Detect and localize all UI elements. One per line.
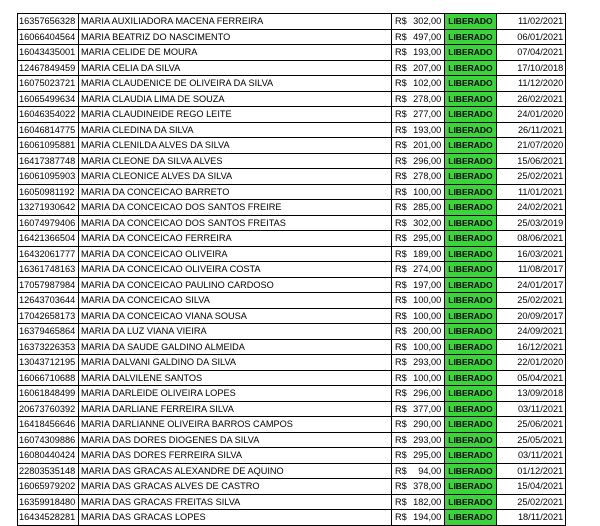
name-cell[interactable]: MARIA BEATRIZ DO NASCIMENTO — [79, 29, 392, 45]
date-cell[interactable]: 25/02/2021 — [497, 494, 566, 510]
currency-cell[interactable]: R$ — [392, 76, 407, 92]
status-cell[interactable]: LIBERADO — [445, 60, 497, 76]
status-cell[interactable]: LIBERADO — [445, 355, 497, 371]
name-cell[interactable]: MARIA CLAUDENICE DE OLIVEIRA DA SILVA — [79, 76, 392, 92]
name-cell[interactable]: MARIA DALVILENE SANTOS — [79, 370, 392, 386]
table-row[interactable] — [18, 339, 566, 355]
currency-cell[interactable]: R$ — [392, 169, 407, 185]
date-cell[interactable]: 08/06/2021 — [497, 231, 566, 247]
id-cell[interactable]: 16418456646 — [18, 417, 79, 433]
id-cell[interactable]: 16046354022 — [18, 107, 79, 123]
value-cell[interactable]: 295,00 — [407, 231, 445, 247]
currency-cell[interactable]: R$ — [392, 29, 407, 45]
status-cell[interactable]: LIBERADO — [445, 215, 497, 231]
date-cell[interactable]: 25/06/2021 — [497, 417, 566, 433]
name-cell[interactable]: MARIA DAS DORES DIOGENES DA SILVA — [79, 432, 392, 448]
table-row[interactable] — [18, 169, 566, 185]
name-cell[interactable]: MARIA DA CONCEICAO SILVA — [79, 293, 392, 309]
currency-cell[interactable]: R$ — [392, 138, 407, 154]
table-row[interactable] — [18, 184, 566, 200]
name-cell[interactable]: MARIA DA LUZ VIANA VIEIRA — [79, 324, 392, 340]
status-cell[interactable]: LIBERADO — [445, 231, 497, 247]
status-cell[interactable]: LIBERADO — [445, 91, 497, 107]
status-cell[interactable]: LIBERADO — [445, 417, 497, 433]
id-cell[interactable]: 12467849459 — [18, 60, 79, 76]
table-row[interactable] — [18, 401, 566, 417]
name-cell[interactable]: MARIA DALVANI GALDINO DA SILVA — [79, 355, 392, 371]
status-cell[interactable]: LIBERADO — [445, 401, 497, 417]
currency-cell[interactable]: R$ — [392, 463, 407, 479]
id-cell[interactable]: 16065979202 — [18, 479, 79, 495]
value-cell[interactable]: 295,00 — [407, 448, 445, 464]
id-cell[interactable]: 16080440424 — [18, 448, 79, 464]
table-row[interactable] — [18, 215, 566, 231]
name-cell[interactable]: MARIA DA SAUDE GALDINO ALMEIDA — [79, 339, 392, 355]
value-cell[interactable]: 100,00 — [407, 339, 445, 355]
id-cell[interactable]: 16061095903 — [18, 169, 79, 185]
id-cell[interactable]: 16361748163 — [18, 262, 79, 278]
value-cell[interactable]: 193,00 — [407, 122, 445, 138]
id-cell[interactable]: 13271930642 — [18, 200, 79, 216]
table-row[interactable] — [18, 138, 566, 154]
id-cell[interactable]: 16046814775 — [18, 122, 79, 138]
id-cell[interactable]: 16065499634 — [18, 91, 79, 107]
id-cell[interactable]: 16421366504 — [18, 231, 79, 247]
table-row[interactable] — [18, 510, 566, 526]
value-cell[interactable]: 302,00 — [407, 215, 445, 231]
table-row[interactable] — [18, 293, 566, 309]
date-cell[interactable]: 24/09/2021 — [497, 324, 566, 340]
status-cell[interactable]: LIBERADO — [445, 324, 497, 340]
status-cell[interactable]: LIBERADO — [445, 479, 497, 495]
id-cell[interactable]: 16379465864 — [18, 324, 79, 340]
status-cell[interactable]: LIBERADO — [445, 184, 497, 200]
currency-cell[interactable]: R$ — [392, 246, 407, 262]
status-cell[interactable]: LIBERADO — [445, 107, 497, 123]
table-row[interactable] — [18, 494, 566, 510]
date-cell[interactable]: 03/11/2021 — [497, 401, 566, 417]
table-row[interactable] — [18, 14, 566, 30]
date-cell[interactable]: 21/07/2020 — [497, 138, 566, 154]
date-cell[interactable]: 07/04/2021 — [497, 45, 566, 61]
value-cell[interactable]: 302,00 — [407, 14, 445, 30]
status-cell[interactable]: LIBERADO — [445, 370, 497, 386]
date-cell[interactable]: 25/02/2021 — [497, 293, 566, 309]
date-cell[interactable]: 20/09/2017 — [497, 308, 566, 324]
table-row[interactable] — [18, 432, 566, 448]
id-cell[interactable]: 16066404564 — [18, 29, 79, 45]
currency-cell[interactable]: R$ — [392, 401, 407, 417]
date-cell[interactable]: 16/12/2021 — [497, 339, 566, 355]
currency-cell[interactable]: R$ — [392, 262, 407, 278]
name-cell[interactable]: MARIA DARLIANE FERREIRA SILVA — [79, 401, 392, 417]
name-cell[interactable]: MARIA DAS GRACAS LOPES — [79, 510, 392, 526]
id-cell[interactable]: 17042658173 — [18, 308, 79, 324]
currency-cell[interactable]: R$ — [392, 293, 407, 309]
name-cell[interactable]: MARIA DA CONCEICAO DOS SANTOS FREITAS — [79, 215, 392, 231]
table-row[interactable] — [18, 386, 566, 402]
value-cell[interactable]: 293,00 — [407, 432, 445, 448]
status-cell[interactable]: LIBERADO — [445, 463, 497, 479]
currency-cell[interactable]: R$ — [392, 448, 407, 464]
date-cell[interactable]: 15/04/2021 — [497, 479, 566, 495]
name-cell[interactable]: MARIA CLENILDA ALVES DA SILVA — [79, 138, 392, 154]
id-cell[interactable]: 16061848499 — [18, 386, 79, 402]
status-cell[interactable]: LIBERADO — [445, 308, 497, 324]
table-row[interactable] — [18, 370, 566, 386]
value-cell[interactable]: 296,00 — [407, 153, 445, 169]
value-cell[interactable]: 193,00 — [407, 45, 445, 61]
date-cell[interactable]: 26/02/2021 — [497, 91, 566, 107]
date-cell[interactable]: 25/03/2019 — [497, 215, 566, 231]
name-cell[interactable]: MARIA DA CONCEICAO FERREIRA — [79, 231, 392, 247]
name-cell[interactable]: MARIA CLEONICE ALVES DA SILVA — [79, 169, 392, 185]
currency-cell[interactable]: R$ — [392, 14, 407, 30]
name-cell[interactable]: MARIA CLAUDIA LIMA DE SOUZA — [79, 91, 392, 107]
currency-cell[interactable]: R$ — [392, 122, 407, 138]
table-row[interactable] — [18, 246, 566, 262]
status-cell[interactable]: LIBERADO — [445, 200, 497, 216]
table-row[interactable] — [18, 355, 566, 371]
name-cell[interactable]: MARIA CLAUDINEIDE REGO LEITE — [79, 107, 392, 123]
currency-cell[interactable]: R$ — [392, 355, 407, 371]
name-cell[interactable]: MARIA DARLIANNE OLIVEIRA BARROS CAMPOS — [79, 417, 392, 433]
date-cell[interactable]: 17/10/2018 — [497, 60, 566, 76]
value-cell[interactable]: 194,00 — [407, 510, 445, 526]
value-cell[interactable]: 277,00 — [407, 107, 445, 123]
spreadsheet — [17, 13, 566, 526]
table-row[interactable] — [18, 479, 566, 495]
id-cell[interactable]: 20673760392 — [18, 401, 79, 417]
currency-cell[interactable]: R$ — [392, 45, 407, 61]
table-row[interactable] — [18, 153, 566, 169]
value-cell[interactable]: 100,00 — [407, 308, 445, 324]
value-cell[interactable]: 285,00 — [407, 200, 445, 216]
name-cell[interactable]: MARIA DA CONCEICAO OLIVEIRA COSTA — [79, 262, 392, 278]
value-cell[interactable]: 94,00 — [407, 463, 445, 479]
value-cell[interactable]: 189,00 — [407, 246, 445, 262]
value-cell[interactable]: 293,00 — [407, 355, 445, 371]
id-cell[interactable]: 16043435001 — [18, 45, 79, 61]
table-row[interactable] — [18, 262, 566, 278]
currency-cell[interactable]: R$ — [392, 432, 407, 448]
status-cell[interactable]: LIBERADO — [445, 153, 497, 169]
table-row[interactable] — [18, 122, 566, 138]
value-cell[interactable]: 278,00 — [407, 91, 445, 107]
id-cell[interactable]: 13043712195 — [18, 355, 79, 371]
value-cell[interactable]: 100,00 — [407, 184, 445, 200]
currency-cell[interactable]: R$ — [392, 153, 407, 169]
status-cell[interactable]: LIBERADO — [445, 277, 497, 293]
table-row[interactable] — [18, 231, 566, 247]
name-cell[interactable]: MARIA DAS GRACAS FREITAS SILVA — [79, 494, 392, 510]
table-row[interactable] — [18, 308, 566, 324]
table-row[interactable] — [18, 29, 566, 45]
name-cell[interactable]: MARIA AUXILIADORA MACENA FERREIRA — [79, 14, 392, 30]
status-cell[interactable]: LIBERADO — [445, 293, 497, 309]
table-row[interactable] — [18, 448, 566, 464]
date-cell[interactable]: 03/11/2021 — [497, 448, 566, 464]
value-cell[interactable]: 200,00 — [407, 324, 445, 340]
table-row[interactable] — [18, 45, 566, 61]
value-cell[interactable]: 100,00 — [407, 370, 445, 386]
value-cell[interactable]: 497,00 — [407, 29, 445, 45]
table-row[interactable] — [18, 200, 566, 216]
name-cell[interactable]: MARIA DAS DORES FERREIRA SILVA — [79, 448, 392, 464]
value-cell[interactable]: 197,00 — [407, 277, 445, 293]
value-cell[interactable]: 377,00 — [407, 401, 445, 417]
name-cell[interactable]: MARIA DA CONCEICAO BARRETO — [79, 184, 392, 200]
beneficiary-table — [17, 13, 566, 526]
name-cell[interactable]: MARIA CLEDINA DA SILVA — [79, 122, 392, 138]
id-cell[interactable]: 12643703644 — [18, 293, 79, 309]
name-cell[interactable]: MARIA DA CONCEICAO PAULINO CARDOSO — [79, 277, 392, 293]
value-cell[interactable]: 278,00 — [407, 169, 445, 185]
currency-cell[interactable]: R$ — [392, 107, 407, 123]
value-cell[interactable]: 290,00 — [407, 417, 445, 433]
id-cell[interactable]: 16359918480 — [18, 494, 79, 510]
value-cell[interactable]: 102,00 — [407, 76, 445, 92]
status-cell[interactable]: LIBERADO — [445, 246, 497, 262]
status-cell[interactable]: LIBERADO — [445, 122, 497, 138]
status-cell[interactable]: LIBERADO — [445, 448, 497, 464]
id-cell[interactable]: 16050981192 — [18, 184, 79, 200]
status-cell[interactable]: LIBERADO — [445, 29, 497, 45]
status-cell[interactable]: LIBERADO — [445, 76, 497, 92]
date-cell[interactable]: 26/11/2021 — [497, 122, 566, 138]
id-cell[interactable]: 16434528281 — [18, 510, 79, 526]
currency-cell[interactable]: R$ — [392, 510, 407, 526]
status-cell[interactable]: LIBERADO — [445, 138, 497, 154]
status-cell[interactable]: LIBERADO — [445, 432, 497, 448]
table-row[interactable] — [18, 417, 566, 433]
table-row[interactable] — [18, 91, 566, 107]
name-cell[interactable]: MARIA DARLEIDE OLIVEIRA LOPES — [79, 386, 392, 402]
id-cell[interactable]: 22803535148 — [18, 463, 79, 479]
id-cell[interactable]: 16061095881 — [18, 138, 79, 154]
status-cell[interactable]: LIBERADO — [445, 339, 497, 355]
date-cell[interactable]: 24/01/2020 — [497, 107, 566, 123]
currency-cell[interactable]: R$ — [392, 200, 407, 216]
id-cell[interactable]: 16417387748 — [18, 153, 79, 169]
status-cell[interactable]: LIBERADO — [445, 262, 497, 278]
table-row[interactable] — [18, 463, 566, 479]
date-cell[interactable]: 24/02/2021 — [497, 200, 566, 216]
currency-cell[interactable]: R$ — [392, 370, 407, 386]
currency-cell[interactable]: R$ — [392, 324, 407, 340]
date-cell[interactable]: 16/03/2021 — [497, 246, 566, 262]
currency-cell[interactable]: R$ — [392, 60, 407, 76]
id-cell[interactable]: 16075023721 — [18, 76, 79, 92]
date-cell[interactable]: 01/12/2021 — [497, 463, 566, 479]
currency-cell[interactable]: R$ — [392, 417, 407, 433]
status-cell[interactable]: LIBERADO — [445, 386, 497, 402]
date-cell[interactable]: 24/01/2017 — [497, 277, 566, 293]
value-cell[interactable]: 182,00 — [407, 494, 445, 510]
date-cell[interactable]: 22/01/2020 — [497, 355, 566, 371]
table-body — [18, 14, 566, 526]
id-cell[interactable]: 17057987984 — [18, 277, 79, 293]
name-cell[interactable]: MARIA DA CONCEICAO DOS SANTOS FREIRE — [79, 200, 392, 216]
currency-cell[interactable]: R$ — [392, 308, 407, 324]
name-cell[interactable]: MARIA DA CONCEICAO OLIVEIRA — [79, 246, 392, 262]
status-cell[interactable]: LIBERADO — [445, 45, 497, 61]
currency-cell[interactable]: R$ — [392, 215, 407, 231]
value-cell[interactable]: 207,00 — [407, 60, 445, 76]
table-row[interactable] — [18, 277, 566, 293]
value-cell[interactable]: 378,00 — [407, 479, 445, 495]
value-cell[interactable]: 201,00 — [407, 138, 445, 154]
id-cell[interactable]: 16373226353 — [18, 339, 79, 355]
date-cell[interactable]: 11/08/2017 — [497, 262, 566, 278]
date-cell[interactable]: 11/02/2021 — [497, 14, 566, 30]
date-cell[interactable]: 15/06/2021 — [497, 153, 566, 169]
currency-cell[interactable]: R$ — [392, 386, 407, 402]
status-cell[interactable]: LIBERADO — [445, 494, 497, 510]
date-cell[interactable]: 11/01/2021 — [497, 184, 566, 200]
status-cell[interactable]: LIBERADO — [445, 14, 497, 30]
id-cell[interactable]: 16074309886 — [18, 432, 79, 448]
status-cell[interactable]: LIBERADO — [445, 169, 497, 185]
date-cell[interactable]: 25/05/2021 — [497, 432, 566, 448]
date-cell[interactable]: 13/09/2018 — [497, 386, 566, 402]
table-row[interactable] — [18, 76, 566, 92]
value-cell[interactable]: 296,00 — [407, 386, 445, 402]
value-cell[interactable]: 100,00 — [407, 293, 445, 309]
name-cell[interactable]: MARIA DA CONCEICAO VIANA SOUSA — [79, 308, 392, 324]
id-cell[interactable]: 16432061777 — [18, 246, 79, 262]
value-cell[interactable]: 274,00 — [407, 262, 445, 278]
date-cell[interactable]: 11/12/2020 — [497, 76, 566, 92]
status-cell[interactable]: LIBERADO — [445, 510, 497, 526]
name-cell[interactable]: MARIA CELIA DA SILVA — [79, 60, 392, 76]
currency-cell[interactable]: R$ — [392, 91, 407, 107]
currency-cell[interactable]: R$ — [392, 184, 407, 200]
id-cell[interactable]: 16357656328 — [18, 14, 79, 30]
currency-cell[interactable]: R$ — [392, 231, 407, 247]
table-row[interactable] — [18, 324, 566, 340]
id-cell[interactable]: 16066710688 — [18, 370, 79, 386]
name-cell[interactable]: MARIA DAS GRACAS ALEXANDRE DE AQUINO — [79, 463, 392, 479]
table-row[interactable] — [18, 107, 566, 123]
currency-cell[interactable]: R$ — [392, 494, 407, 510]
currency-cell[interactable]: R$ — [392, 479, 407, 495]
name-cell[interactable]: MARIA DAS GRACAS ALVES DE CASTRO — [79, 479, 392, 495]
currency-cell[interactable]: R$ — [392, 277, 407, 293]
date-cell[interactable]: 06/01/2021 — [497, 29, 566, 45]
date-cell[interactable]: 05/04/2021 — [497, 370, 566, 386]
id-cell[interactable]: 16074979406 — [18, 215, 79, 231]
name-cell[interactable]: MARIA CELIDE DE MOURA — [79, 45, 392, 61]
currency-cell[interactable]: R$ — [392, 339, 407, 355]
table-row[interactable] — [18, 60, 566, 76]
name-cell[interactable]: MARIA CLEONE DA SILVA ALVES — [79, 153, 392, 169]
date-cell[interactable]: 18/11/2021 — [497, 510, 566, 526]
date-cell[interactable]: 25/02/2021 — [497, 169, 566, 185]
